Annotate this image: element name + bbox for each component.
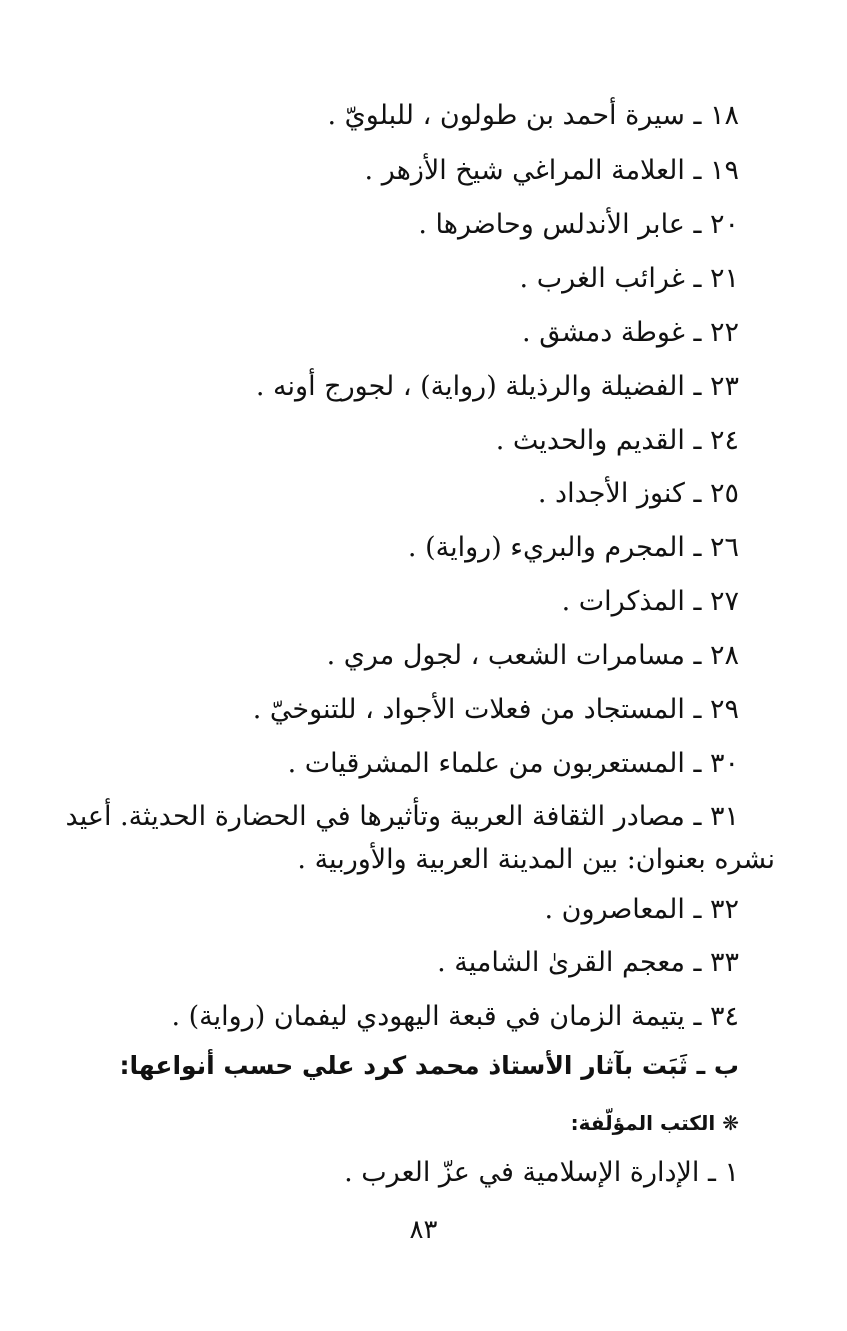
list-item-22: ٢٢ ـ غوطة دمشق . bbox=[522, 317, 739, 348]
list-item-29: ٢٩ ـ المستجاد من فعلات الأجواد ، للتنوخيّ . bbox=[252, 694, 739, 725]
list-item-33: ٣٣ ـ معجم القرىٰ الشامية . bbox=[437, 947, 739, 978]
list-item-24: ٢٤ ـ القديم والحديث . bbox=[495, 425, 739, 456]
list-item-34: ٣٤ ـ يتيمة الزمان في قبعة اليهودي ليفمان (رواية) . bbox=[171, 1001, 739, 1032]
list-item-1: ١ ـ الإدارة الإسلامية في عزّ العرب . bbox=[344, 1157, 739, 1188]
list-item-30: ٣٠ ـ المستعربون من علماء المشرقيات . bbox=[287, 748, 739, 779]
list-item-32: ٣٢ ـ المعاصرون . bbox=[544, 894, 739, 925]
list-item-18: ١٨ ـ سيرة أحمد بن طولون ، للبلويّ . bbox=[327, 100, 739, 131]
page-number: ٨٣ bbox=[409, 1215, 438, 1245]
list-item-27: ٢٧ ـ المذكرات . bbox=[561, 586, 739, 617]
list-item-23: ٢٣ ـ الفضيلة والرذيلة (رواية) ، لجورج أونه . bbox=[255, 371, 739, 402]
subsection-heading: ❋ الكتب المؤلّفة: bbox=[570, 1111, 739, 1135]
list-item-26: ٢٦ ـ المجرم والبريء (رواية) . bbox=[407, 532, 739, 563]
list-item-19: ١٩ ـ العلامة المراغي شيخ الأزهر . bbox=[364, 155, 739, 186]
list-item-20: ٢٠ ـ عابر الأندلس وحاضرها . bbox=[418, 209, 739, 240]
list-item-25: ٢٥ ـ كنوز الأجداد . bbox=[537, 478, 739, 509]
list-item-28: ٢٨ ـ مسامرات الشعب ، لجول مري . bbox=[326, 640, 739, 671]
section-heading: ب ـ ثَبَت بآثار الأستاذ محمد كرد علي حسب أنواعها: bbox=[119, 1051, 739, 1080]
list-item-21: ٢١ ـ غرائب الغرب . bbox=[519, 263, 739, 294]
list-item-31: ٣١ ـ مصادر الثقافة العربية وتأثيرها في الحضارة الحديثة. أعيد bbox=[65, 801, 739, 832]
list-item-31-continuation: نشره بعنوان: بين المدينة العربية والأوربية . bbox=[297, 844, 775, 875]
